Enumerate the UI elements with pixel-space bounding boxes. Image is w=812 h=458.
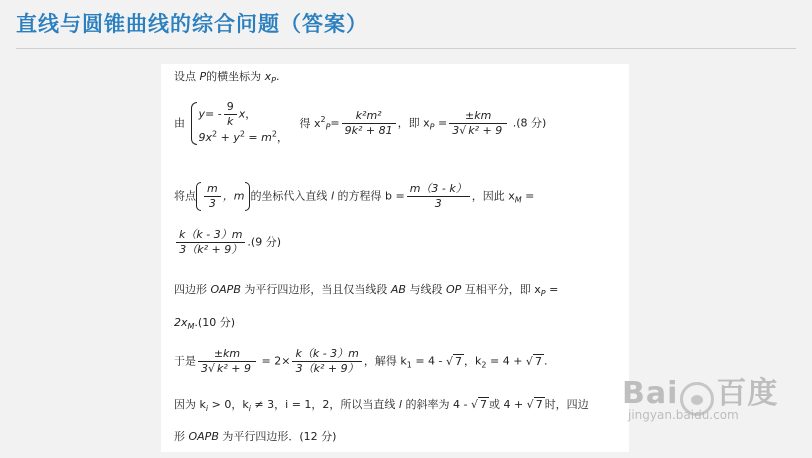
text: 为平行四边形，当且仅当线段 — [240, 283, 391, 296]
subscript: M — [514, 195, 522, 205]
radicand: 7 — [535, 398, 543, 411]
answer-sheet — [161, 64, 629, 452]
text: 或 4 + — [488, 398, 527, 411]
sqrt: √ 7 — [446, 354, 463, 368]
text: = — [330, 116, 340, 130]
text: 的方程得 b = — [334, 189, 405, 203]
denominator: 3 — [208, 197, 216, 210]
numerator: 9 — [224, 100, 237, 115]
text: ，k — [464, 354, 482, 368]
segment: OP — [445, 283, 462, 296]
text: 的坐标代入直线 — [250, 189, 331, 203]
subscript: P — [429, 122, 435, 132]
line-6 — [174, 316, 235, 330]
coordinate: ，m — [222, 189, 245, 203]
score-note: .(9 分) — [247, 235, 281, 249]
radicand: k² + 9 — [468, 124, 503, 137]
superscript: 2 — [212, 129, 218, 139]
var-x: x — [264, 70, 272, 83]
line-4 — [174, 228, 281, 257]
text: . — [275, 70, 280, 83]
line-5 — [174, 283, 558, 297]
equation-system — [189, 100, 288, 147]
text: 于是 — [174, 354, 196, 368]
fraction — [224, 100, 237, 129]
term: + y — [217, 131, 240, 144]
numerator: ±km — [449, 109, 507, 124]
watermark-brand-cn: 百度 — [716, 376, 779, 411]
title-divider — [16, 48, 796, 49]
subscript: 1 — [406, 360, 412, 370]
numerator: k²m² — [342, 109, 396, 124]
fraction — [449, 109, 507, 138]
line-9 — [174, 430, 336, 444]
text: = 2× — [258, 354, 291, 368]
text: ，即 x — [397, 116, 430, 130]
text: 由 — [174, 116, 185, 130]
subscript: P — [540, 289, 546, 299]
watermark-brand: Bai — [622, 376, 679, 411]
numerator: ±km — [198, 347, 256, 362]
text: 因为 k — [174, 398, 206, 411]
system-row-1 — [199, 100, 288, 129]
score-note: .(8 分) — [509, 116, 547, 130]
text: ，因此 x — [471, 189, 515, 203]
subscript: P — [271, 76, 276, 86]
text: = - — [205, 107, 222, 121]
line-3 — [174, 182, 534, 211]
text: > 0，k — [208, 398, 249, 411]
text: 四边形 — [174, 283, 211, 296]
segment: AB — [390, 283, 406, 296]
denominator: 3 — [434, 197, 442, 210]
sqrt: √ k² + 9 — [459, 124, 503, 137]
quadrilateral: OAPB — [188, 430, 219, 443]
baidu-watermark — [622, 368, 779, 422]
denominator: k — [227, 115, 234, 128]
point-coordinates — [196, 182, 250, 211]
superscript: 2 — [239, 129, 245, 139]
text: 时，四边 — [544, 398, 589, 411]
denominator: 3（k² + 9） — [179, 243, 243, 256]
term: 9x — [198, 131, 213, 144]
text: 设点 — [174, 70, 200, 83]
numerator: k（k - 3）m — [292, 347, 361, 362]
score-note: 为平行四边形．(12 分) — [218, 430, 337, 443]
fraction — [204, 182, 221, 211]
coefficient: 3 — [201, 362, 208, 375]
fraction — [407, 182, 470, 211]
fraction — [176, 228, 245, 257]
page-title: 直线与圆锥曲线的综合问题（答案） — [16, 12, 368, 36]
text: = — [545, 283, 559, 296]
line-2 — [174, 100, 546, 147]
sqrt: √ 7 — [470, 398, 487, 411]
radicand: k² + 9 — [217, 362, 252, 375]
text: 与线段 — [405, 283, 446, 296]
text: 的斜率为 4 - — [401, 398, 471, 411]
system-row-2 — [199, 129, 288, 147]
text: 将点 — [174, 189, 196, 203]
watermark-url: jingyan.baidu.com — [628, 408, 739, 422]
numerator: k（k - 3）m — [176, 228, 245, 243]
sqrt: √ 7 — [526, 398, 543, 411]
superscript: 2 — [320, 114, 326, 124]
text: = 4 + — [486, 354, 526, 368]
numerator: m — [204, 182, 221, 197]
subscript: i — [205, 404, 209, 414]
score-note: .(10 分) — [194, 316, 235, 329]
denominator — [198, 362, 256, 376]
fraction — [342, 109, 396, 138]
text: ，解得 k — [363, 354, 407, 368]
numerator: m（3 - k） — [407, 182, 470, 197]
radicand: 7 — [455, 354, 463, 368]
var-x: x — [238, 107, 246, 121]
radicand: 7 — [479, 398, 487, 411]
text: 形 — [174, 430, 189, 443]
text: = 4 - — [411, 354, 447, 368]
text: = — [434, 116, 448, 130]
term: = m — [244, 131, 272, 144]
var-p: P — [199, 70, 207, 83]
radicand: 7 — [534, 354, 542, 368]
var-l: l — [330, 189, 334, 203]
text: 的横坐标为 — [206, 70, 265, 83]
coefficient: 3 — [452, 124, 460, 137]
text: ， — [276, 131, 288, 144]
text: . — [543, 354, 548, 368]
line-7 — [174, 347, 547, 376]
term: 2x — [174, 316, 188, 329]
line-1 — [174, 70, 279, 84]
sqrt: √ k² + 9 — [208, 362, 252, 375]
superscript: 2 — [271, 129, 277, 139]
fraction — [198, 347, 256, 376]
subscript: 2 — [481, 360, 487, 370]
denominator: 9k² + 81 — [344, 124, 393, 137]
text: 互相平分，即 x — [461, 283, 541, 296]
text: 得 x — [299, 116, 321, 130]
quadrilateral: OAPB — [210, 283, 241, 296]
sqrt: √ 7 — [525, 354, 542, 368]
denominator: 3（k² + 9） — [295, 362, 359, 375]
text: ≠ 3，i = 1，2，所以当直线 — [250, 398, 399, 411]
text: ， — [245, 107, 257, 121]
var-y: y — [198, 107, 206, 121]
fraction — [292, 347, 361, 376]
line-8 — [174, 398, 589, 412]
denominator — [449, 124, 507, 138]
var-l: l — [398, 398, 402, 411]
text: = — [521, 189, 535, 203]
subscript: P — [325, 122, 331, 132]
subscript: M — [187, 322, 195, 332]
subscript: i — [248, 404, 251, 414]
